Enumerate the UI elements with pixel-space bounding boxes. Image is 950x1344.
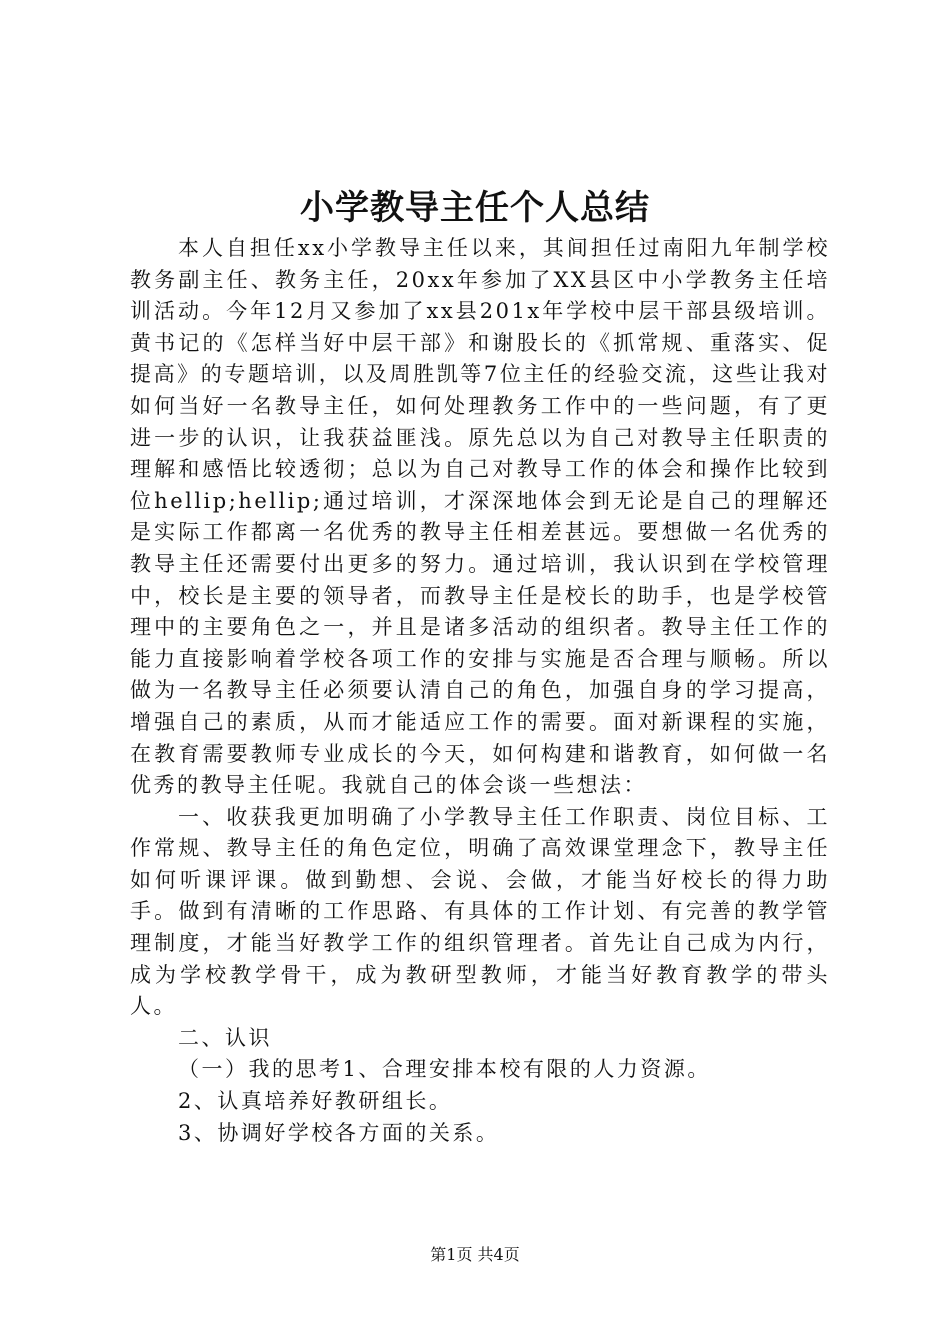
paragraph-thought-1: （一）我的思考1、合理安排本校有限的人力资源。 bbox=[178, 1057, 711, 1082]
paragraph-intro: 本人自担任xx小学教导主任以来，其间担任过南阳九年制学校教务副主任、教务主任，20xx年参加了XX县区中小学教务主任培训活动。今年12月又参加了xx县201x年学校中层干部县级培训。黄书记的《怎样当好中层干部》和谢股长的《抓常规、重落实、促提高》的专题培训，以及周胜凯等7位主任的经验交流，这些让我对如何当好一名教导主任，如何处理教务工作中的一些问题，有了更进一步的认识，让我获益匪浅。原先总以为自己对教导主任职责的理解和感悟比较透彻；总以为自己对教导工作的体会和操作比较到位hellip;hellip;通过培训，才深深地体会到无论是自己的理解还是实际工作都离一名优秀的教导主任相差甚远。要想做一名优秀的教导主任还需要付出更多的努力。通过培训，我认识到在学校管理中，校长是主要的领导者，而教导主任是校长的助手，也是学校管理中的主要角色之一，并且是诸多活动的组织者。教导主任工作的能力直接影响着学校各项工作的安排与实施是否合理与顺畅。所以做为一名教导主任必须要认清自己的角色，加强自身的学习提高，增强自己的素质，从而才能适应工作的需要。面对新课程的实施，在教育需要教师专业成长的今天，如何构建和谐教育，如何做一名优秀的教导主任呢。我就自己的体会谈一些想法： bbox=[130, 236, 830, 798]
document-title: 小学教导主任个人总结 bbox=[300, 188, 650, 228]
paragraph-thought-3: 3、协调好学校各方面的关系。 bbox=[178, 1120, 500, 1145]
paragraph-gains: 一、收获我更加明确了小学教导主任工作职责、岗位目标、工作常规、教导主任的角色定位，明确了高效课堂理念下，教导主任如何听课评课。做到勤想、会说、会做，才能当好校长的得力助手。做到有清晰的工作思路、有具体的工作计划、有完善的教学管理制度，才能当好教学工作的组织管理者。首先让自己成为内行，成为学校教学骨干，成为教研型教师，才能当好教育教学的带头人。 bbox=[130, 804, 830, 1019]
paragraph-section-heading: 二、认识 bbox=[178, 1025, 272, 1050]
page-number-footer: 第1页 共4页 bbox=[430, 1245, 520, 1264]
document-body bbox=[130, 233, 830, 1149]
paragraph-thought-2: 2、认真培养好教研组长。 bbox=[178, 1089, 453, 1114]
